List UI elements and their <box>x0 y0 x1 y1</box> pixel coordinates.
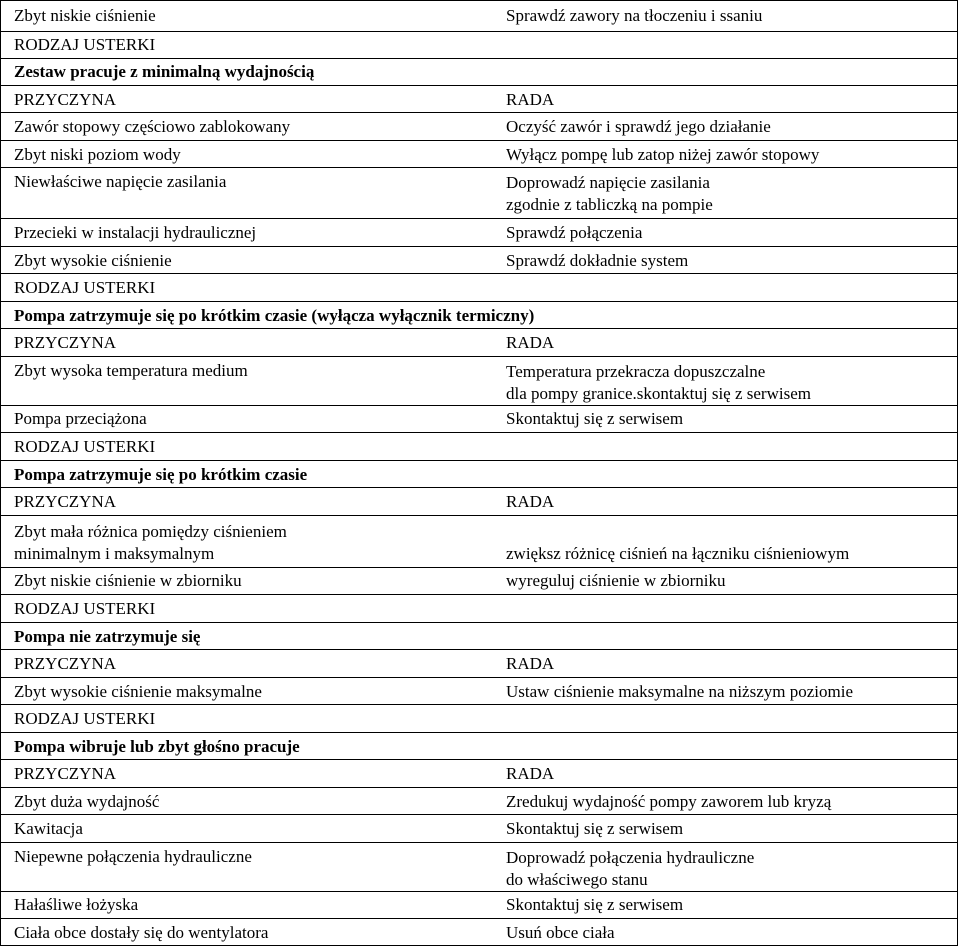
cause-cell: Niewłaściwe napięcie zasilania <box>14 172 227 191</box>
cause-cell: Hałaśliwe łożyska <box>14 895 139 914</box>
cause-cell: Zbyt niskie ciśnienie w zbiorniku <box>14 571 242 590</box>
row-divider <box>1 622 957 623</box>
cause-header: PRZYCZYNA <box>14 654 117 673</box>
cause-cell: Zbyt wysokie ciśnienie <box>14 251 172 270</box>
cause-cell: Pompa przeciążona <box>14 409 147 428</box>
fault-type-text: RODZAJ USTERKI <box>14 35 156 54</box>
cause-cell: Zbyt duża wydajność <box>14 792 160 811</box>
advice-cell: Usuń obce ciała <box>506 923 615 942</box>
advice-cell: wyreguluj ciśnienie w zbiorniku <box>506 571 726 590</box>
row-divider <box>1 594 957 595</box>
row-divider <box>1 649 957 650</box>
row-divider <box>1 787 957 788</box>
cause-cell: Ciała obce dostały się do wentylatora <box>14 923 269 942</box>
row-divider <box>1 58 957 59</box>
cause-cell: Przecieki w instalacji hydraulicznej <box>14 223 257 242</box>
advice-header: RADA <box>506 90 555 109</box>
row-divider <box>1 891 957 892</box>
fault-title-text: Zestaw pracuje z minimalną wydajnością <box>14 62 315 81</box>
advice-cell: Temperatura przekracza dopuszczalne dla pompy granice.skontaktuj się z serwisem <box>506 362 811 403</box>
advice-cell: Sprawdź zawory na tłoczeniu i ssaniu <box>506 6 763 25</box>
row-divider <box>1 246 957 247</box>
row-divider <box>1 218 957 219</box>
advice-header: RADA <box>506 333 555 352</box>
cause-cell: Kawitacja <box>14 819 83 838</box>
row-divider <box>1 140 957 141</box>
fault-title-text: Pompa zatrzymuje się po krótkim czasie <box>14 465 308 484</box>
row-divider <box>1 842 957 843</box>
row-divider <box>1 328 957 329</box>
cause-header: PRZYCZYNA <box>14 764 117 783</box>
cause-cell: Niepewne połączenia hydrauliczne <box>14 847 252 866</box>
advice-header: RADA <box>506 764 555 783</box>
cause-cell: Zbyt wysoka temperatura medium <box>14 361 248 380</box>
fault-type-text: RODZAJ USTERKI <box>14 599 156 618</box>
advice-cell: Oczyść zawór i sprawdź jego działanie <box>506 117 771 136</box>
row-divider <box>1 273 957 274</box>
row-divider <box>1 405 957 406</box>
advice-cell: Ustaw ciśnienie maksymalne na niższym poziomie <box>506 682 853 701</box>
cause-header: PRZYCZYNA <box>14 333 117 352</box>
cause-cell: Zbyt niskie ciśnienie <box>14 6 156 25</box>
row-divider <box>1 487 957 488</box>
row-divider <box>1 567 957 568</box>
cause-header: PRZYCZYNA <box>14 90 117 109</box>
advice-cell: Zredukuj wydajność pompy zaworem lub kryzą <box>506 792 832 811</box>
fault-type-text: RODZAJ USTERKI <box>14 278 156 297</box>
advice-cell: Skontaktuj się z serwisem <box>506 895 684 914</box>
fault-title-text: Pompa nie zatrzymuje się <box>14 627 201 646</box>
advice-cell: Doprowadź napięcie zasilania zgodnie z tabliczką na pompie <box>506 173 713 214</box>
advice-cell: Wyłącz pompę lub zatop niżej zawór stopowy <box>506 145 820 164</box>
advice-cell: zwiększ różnicę ciśnień na łączniku ciśnieniowym <box>506 544 850 563</box>
cause-cell: Zbyt wysokie ciśnienie maksymalne <box>14 682 262 701</box>
cause-cell: Zbyt niski poziom wody <box>14 145 181 164</box>
row-divider <box>1 677 957 678</box>
row-divider <box>1 31 957 32</box>
cause-cell: Zawór stopowy częściowo zablokowany <box>14 117 291 136</box>
row-divider <box>1 167 957 168</box>
advice-cell: Sprawdź połączenia <box>506 223 643 242</box>
advice-cell: Sprawdź dokładnie system <box>506 251 689 270</box>
advice-header: RADA <box>506 654 555 673</box>
advice-cell: Doprowadź połączenia hydrauliczne do właściwego stanu <box>506 848 755 889</box>
row-divider <box>1 301 957 302</box>
fault-title-text: Pompa wibruje lub zbyt głośno pracuje <box>14 737 300 756</box>
row-divider <box>1 356 957 357</box>
row-divider <box>1 460 957 461</box>
advice-cell: Skontaktuj się z serwisem <box>506 819 684 838</box>
advice-cell: Skontaktuj się z serwisem <box>506 409 684 428</box>
row-divider <box>1 732 957 733</box>
row-divider <box>1 112 957 113</box>
row-divider <box>1 85 957 86</box>
row-divider <box>1 432 957 433</box>
fault-type-text: RODZAJ USTERKI <box>14 709 156 728</box>
cause-header: PRZYCZYNA <box>14 492 117 511</box>
row-divider <box>1 814 957 815</box>
fault-title-text: Pompa zatrzymuje się po krótkim czasie (wyłącza wyłącznik termiczny) <box>14 306 535 325</box>
fault-type-text: RODZAJ USTERKI <box>14 437 156 456</box>
row-divider <box>1 704 957 705</box>
row-divider <box>1 515 957 516</box>
row-divider <box>1 918 957 919</box>
row-divider <box>1 759 957 760</box>
advice-header: RADA <box>506 492 555 511</box>
cause-cell: Zbyt mała różnica pomiędzy ciśnieniem minimalnym i maksymalnym <box>14 522 287 563</box>
